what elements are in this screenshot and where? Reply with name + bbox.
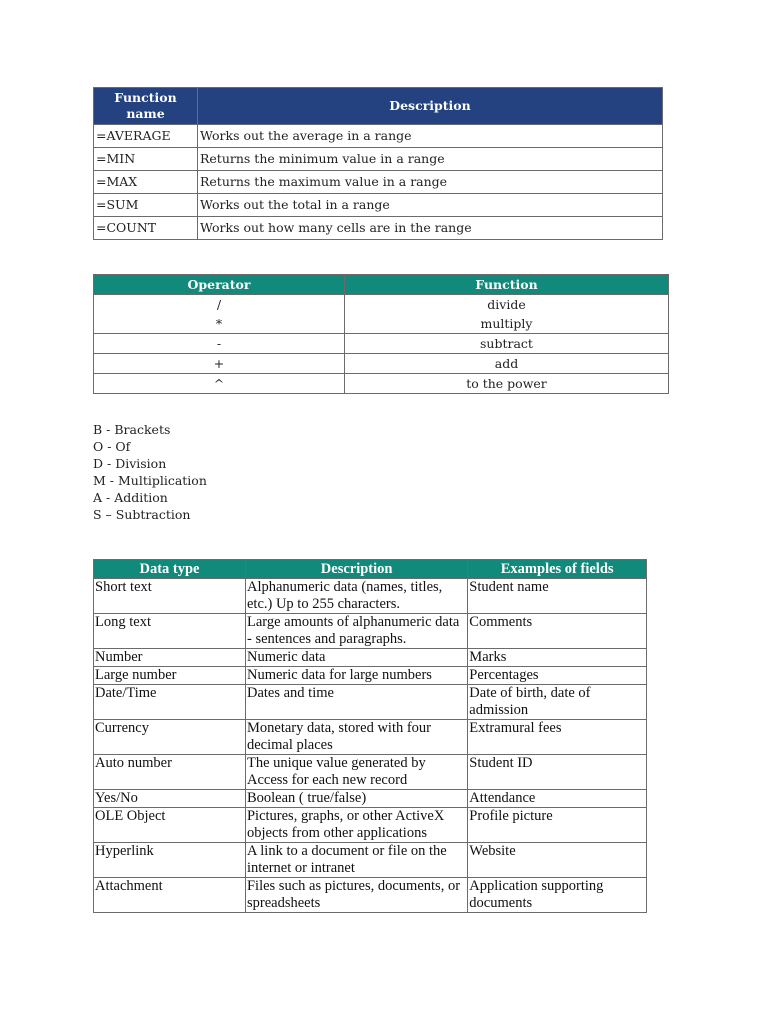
example-fields-cell: Application supporting documents	[468, 878, 647, 913]
function-name-cell: =MIN	[94, 148, 198, 171]
example-fields-cell: Percentages	[468, 667, 647, 685]
table-row	[94, 755, 647, 790]
example-fields-cell: Attendance	[468, 790, 647, 808]
table-row	[94, 614, 647, 649]
data-type-cell: Large number	[94, 667, 246, 685]
data-type-cell: Long text	[94, 614, 246, 649]
example-fields-cell: Student ID	[468, 755, 647, 790]
table-row	[94, 295, 669, 334]
data-description-cell: Numeric data	[245, 649, 467, 667]
data-type-cell: Yes/No	[94, 790, 246, 808]
operator-function-cell: divide	[487, 297, 526, 312]
header-function: Function	[345, 275, 669, 295]
header-description: Description	[245, 560, 467, 579]
example-fields-cell: Website	[468, 843, 647, 878]
functions-table	[93, 87, 663, 240]
example-fields-cell: Marks	[468, 649, 647, 667]
operators-table	[93, 274, 669, 394]
list-item: S – Subtraction	[93, 507, 191, 522]
data-type-cell: Attachment	[94, 878, 246, 913]
data-type-cell: OLE Object	[94, 808, 246, 843]
operators-header-row	[94, 275, 669, 295]
example-fields-cell: Profile picture	[468, 808, 647, 843]
header-data-type: Data type	[94, 560, 246, 579]
operator-function-cell: multiply	[480, 316, 533, 331]
table-row	[94, 354, 669, 374]
data-description-cell: Pictures, graphs, or other ActiveX objects from other applications	[245, 808, 467, 843]
operator-cell-stacked	[94, 295, 345, 334]
function-name-cell: =COUNT	[94, 217, 198, 240]
data-type-cell: Date/Time	[94, 685, 246, 720]
operator-function-cell: to the power	[345, 374, 669, 394]
list-item: M - Multiplication	[93, 473, 207, 488]
data-description-cell: Alphanumeric data (names, titles, etc.) Up to 255 characters.	[245, 579, 467, 614]
function-description-cell: Works out the total in a range	[198, 194, 663, 217]
table-row	[94, 171, 663, 194]
function-description-cell: Returns the minimum value in a range	[198, 148, 663, 171]
data-type-cell: Currency	[94, 720, 246, 755]
table-row	[94, 148, 663, 171]
table-row	[94, 334, 669, 354]
operator-cell: ^	[94, 374, 345, 394]
data-description-cell: A link to a document or file on the internet or intranet	[245, 843, 467, 878]
table-row	[94, 667, 647, 685]
operator-cell: -	[94, 334, 345, 354]
data-type-cell: Auto number	[94, 755, 246, 790]
table-row	[94, 808, 647, 843]
data-description-cell: Dates and time	[245, 685, 467, 720]
data-description-cell: Boolean ( true/false)	[245, 790, 467, 808]
table-row	[94, 878, 647, 913]
data-description-cell: Files such as pictures, documents, or spreadsheets	[245, 878, 467, 913]
table-row	[94, 790, 647, 808]
table-row	[94, 374, 669, 394]
data-description-cell: Numeric data for large numbers	[245, 667, 467, 685]
example-fields-cell: Comments	[468, 614, 647, 649]
function-name-cell: =MAX	[94, 171, 198, 194]
table-row	[94, 685, 647, 720]
header-function-name: Function name	[94, 88, 198, 125]
data-type-cell: Short text	[94, 579, 246, 614]
header-description: Description	[198, 88, 663, 125]
functions-header-row	[94, 88, 663, 125]
header-operator: Operator	[94, 275, 345, 295]
data-description-cell: Large amounts of alphanumeric data - sentences and paragraphs.	[245, 614, 467, 649]
table-row	[94, 843, 647, 878]
datatypes-table	[93, 559, 647, 913]
bodmas-list	[93, 421, 207, 523]
operator-function-cell: add	[345, 354, 669, 374]
data-type-cell: Hyperlink	[94, 843, 246, 878]
data-description-cell: Monetary data, stored with four decimal places	[245, 720, 467, 755]
function-description-cell: Works out the average in a range	[198, 125, 663, 148]
list-item: A - Addition	[93, 490, 168, 505]
function-name-cell: =AVERAGE	[94, 125, 198, 148]
table-row	[94, 720, 647, 755]
data-type-cell: Number	[94, 649, 246, 667]
table-row	[94, 649, 647, 667]
function-name-cell: =SUM	[94, 194, 198, 217]
list-item: O - Of	[93, 439, 131, 454]
operator-function-cell: subtract	[345, 334, 669, 354]
table-row	[94, 125, 663, 148]
function-description-cell: Works out how many cells are in the range	[198, 217, 663, 240]
list-item: B - Brackets	[93, 422, 171, 437]
header-examples: Examples of fields	[468, 560, 647, 579]
table-row	[94, 579, 647, 614]
operator-function-cell-stacked	[345, 295, 669, 334]
list-item: D - Division	[93, 456, 167, 471]
function-description-cell: Returns the maximum value in a range	[198, 171, 663, 194]
data-description-cell: The unique value generated by Access for each new record	[245, 755, 467, 790]
datatypes-header-row	[94, 560, 647, 579]
table-row	[94, 194, 663, 217]
example-fields-cell: Student name	[468, 579, 647, 614]
operator-cell: +	[94, 354, 345, 374]
operator-cell: *	[215, 316, 223, 331]
example-fields-cell: Extramural fees	[468, 720, 647, 755]
operator-cell: /	[216, 297, 222, 312]
example-fields-cell: Date of birth, date of admission	[468, 685, 647, 720]
table-row	[94, 217, 663, 240]
